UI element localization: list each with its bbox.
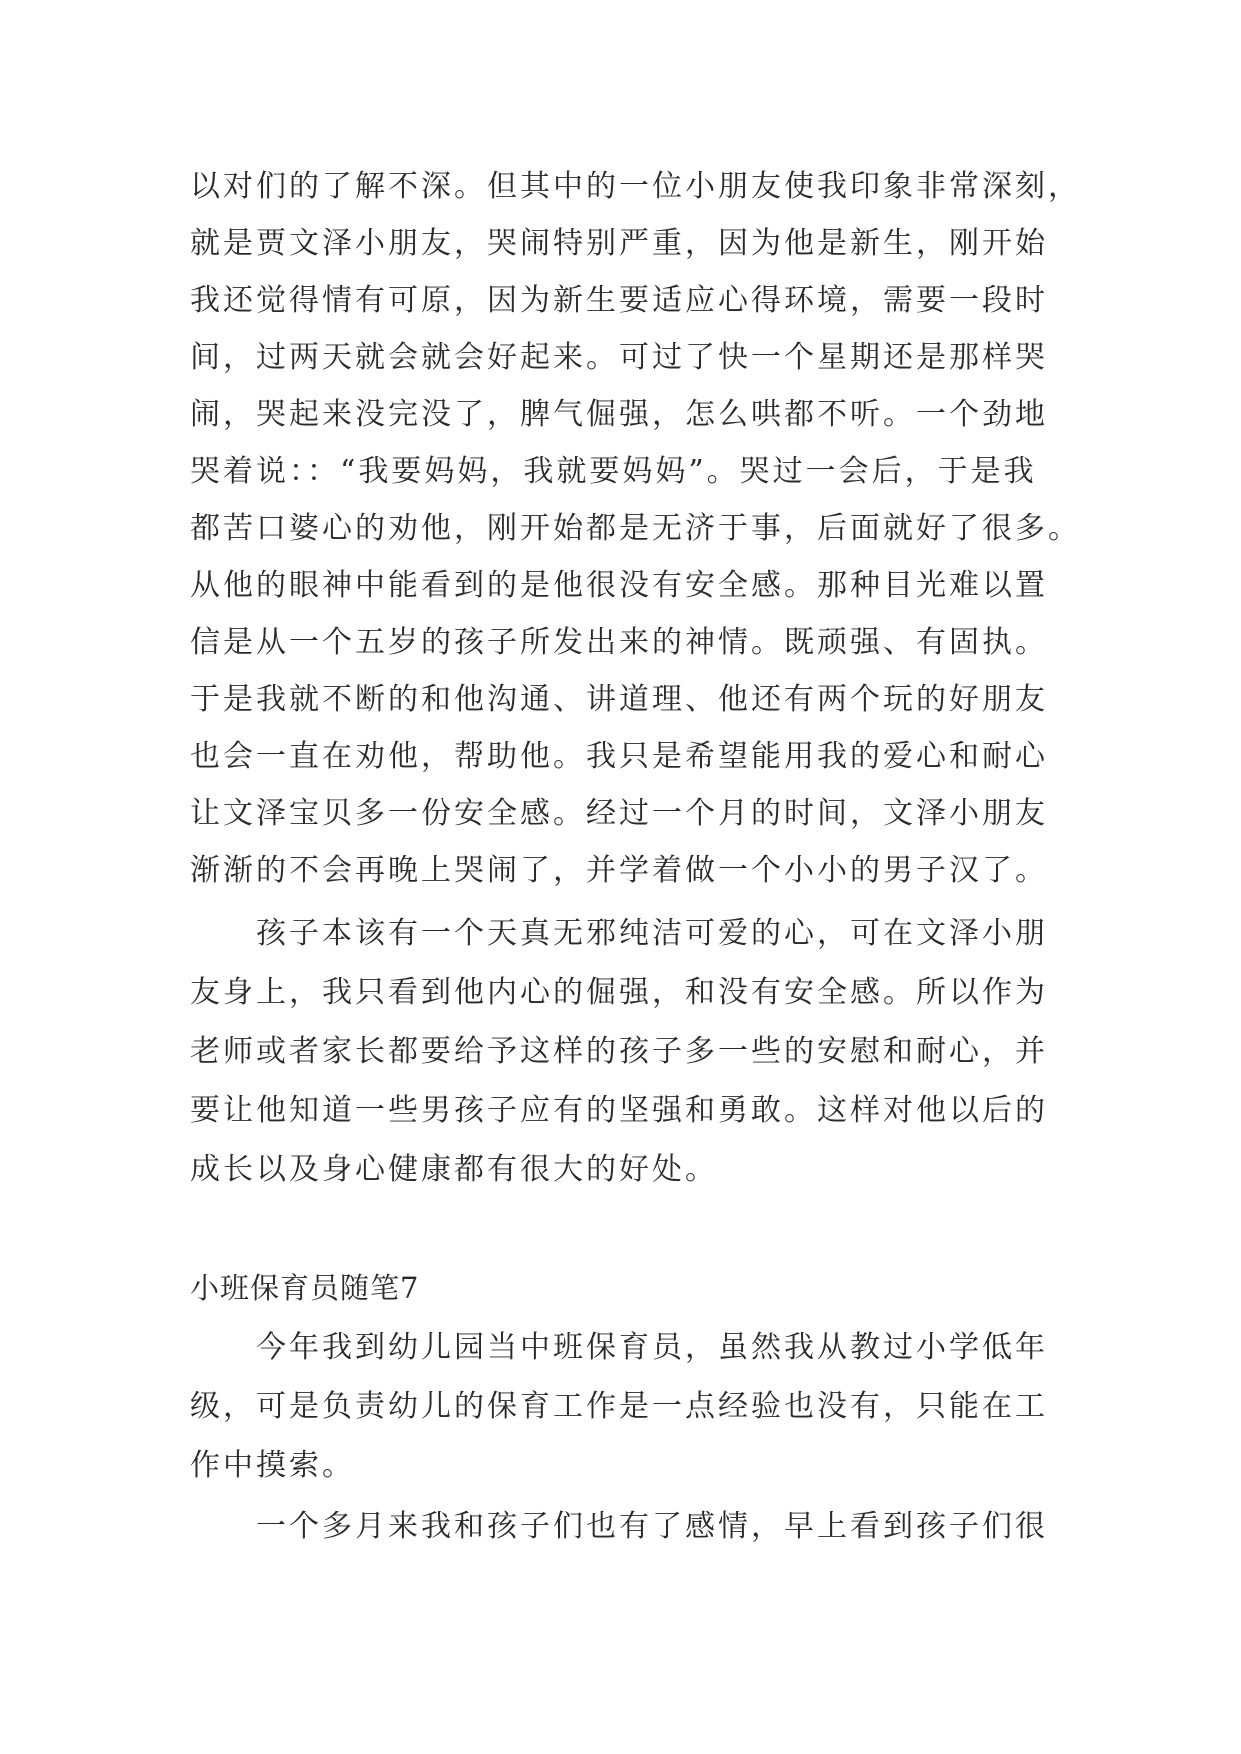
section-title: 小班保育员随笔7 (190, 1271, 420, 1305)
paragraph-line: 渐渐的不会再晚上哭闹了，并学着做一个小小的男子汉了。 (190, 853, 1048, 888)
paragraph-line: 友身上，我只看到他内心的倔强，和没有安全感。所以作为 (190, 975, 1048, 1010)
paragraph-line: 级，可是负责幼儿的保育工作是一点经验也没有，只能在工 (190, 1389, 1048, 1424)
paragraph-line: 作中摸索。 (190, 1448, 355, 1483)
paragraph-line: 都苦口婆心的劝他，刚开始都是无济于事，后面就好了很多。 (190, 511, 1081, 546)
paragraph-line: 孩子本该有一个天真无邪纯洁可爱的心，可在文泽小朋 (256, 916, 1048, 951)
paragraph-line: 就是贾文泽小朋友，哭闹特别严重，因为他是新生，刚开始 (190, 226, 1048, 261)
paragraph-line: 闹，哭起来没完没了，脾气倔强，怎么哄都不听。一个劲地 (190, 397, 1048, 432)
paragraph-line: 从他的眼神中能看到的是他很没有安全感。那种目光难以置 (190, 568, 1048, 603)
paragraph-line: 老师或者家长都要给予这样的孩子多一些的安慰和耐心，并 (190, 1034, 1048, 1069)
paragraph-line: 今年我到幼儿园当中班保育员，虽然我从教过小学低年 (256, 1330, 1048, 1365)
paragraph-line: 于是我就不断的和他沟通、讲道理、他还有两个玩的好朋友 (190, 682, 1048, 717)
paragraph-line: 一个多月来我和孩子们也有了感情，早上看到孩子们很 (256, 1509, 1048, 1544)
paragraph-line: 成长以及身心健康都有很大的好处。 (190, 1152, 718, 1187)
paragraph-line: 间，过两天就会就会好起来。可过了快一个星期还是那样哭 (190, 340, 1048, 375)
paragraph-line: 要让他知道一些男孩子应有的坚强和勇敢。这样对他以后的 (190, 1093, 1048, 1128)
paragraph-line: 哭着说：：“我要妈妈，我就要妈妈”。哭过一会后，于是我 (190, 454, 1037, 489)
paragraph-line: 信是从一个五岁的孩子所发出来的神情。既顽强、有固执。 (190, 625, 1048, 660)
paragraph-line: 让文泽宝贝多一份安全感。经过一个月的时间，文泽小朋友 (190, 796, 1048, 831)
paragraph-line: 以对们的了解不深。但其中的一位小朋友使我印象非常深刻， (190, 169, 1081, 204)
paragraph-line: 也会一直在劝他，帮助他。我只是希望能用我的爱心和耐心 (190, 739, 1048, 774)
paragraph-line: 我还觉得情有可原，因为新生要适应心得环境，需要一段时 (190, 283, 1048, 318)
